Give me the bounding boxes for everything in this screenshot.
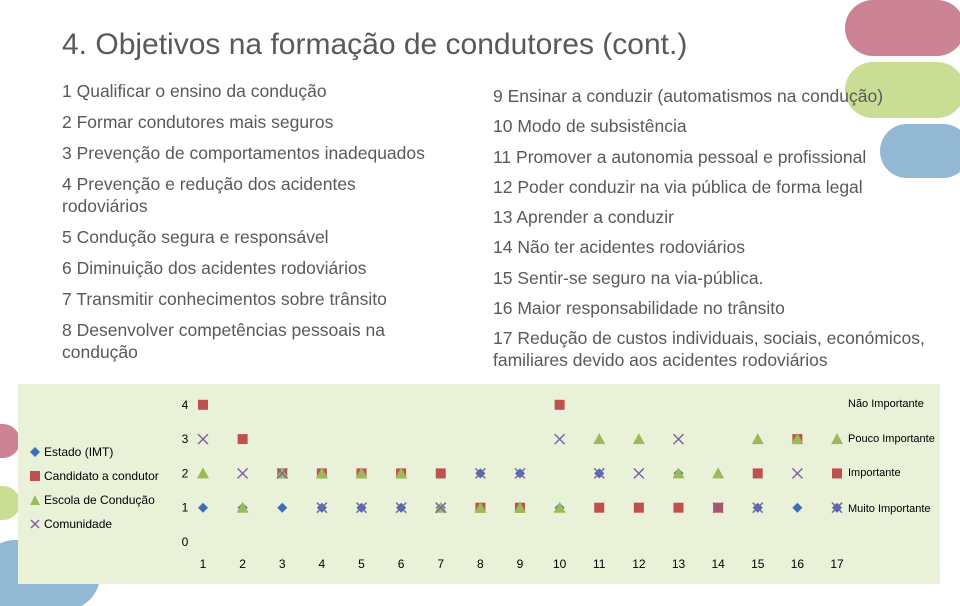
x-tick-label: 16 xyxy=(790,557,805,571)
data-point-triangle xyxy=(712,467,724,478)
x-tick-label: 15 xyxy=(751,557,765,571)
data-point-square xyxy=(674,503,684,513)
x-tick-label: 12 xyxy=(632,557,646,571)
objective-item: 9 Ensinar a conduzir (automatismos na condução) xyxy=(493,86,884,106)
data-point-x xyxy=(674,434,684,444)
data-point-x xyxy=(198,434,208,444)
data-point-square xyxy=(832,468,842,478)
level-label-nao-importante: Não Importante xyxy=(848,398,924,410)
legend-label: Estado (IMT) xyxy=(44,445,114,459)
objective-item: 4 Prevenção e redução dos acidentes rodoviários xyxy=(62,174,356,216)
x-tick-label: 14 xyxy=(711,557,725,571)
objective-item: 5 Condução segura e responsável xyxy=(62,227,329,247)
objective-item: 3 Prevenção de comportamentos inadequados xyxy=(62,143,425,163)
objective-item: 16 Maior responsabilidade no trânsito xyxy=(493,298,785,319)
objective-item: 13 Aprender a conduzir xyxy=(493,207,674,228)
data-point-square xyxy=(238,434,248,444)
data-point-square xyxy=(634,503,644,513)
objective-item: 6 Diminuição dos acidentes rodoviários xyxy=(62,258,367,278)
x-tick-label: 11 xyxy=(593,557,606,571)
x-tick-label: 17 xyxy=(830,557,844,571)
x-tick-label: 13 xyxy=(671,557,686,571)
data-point-x xyxy=(634,468,644,478)
data-point-diamond xyxy=(792,503,802,513)
data-point-triangle xyxy=(831,433,843,444)
objective-item: 15 Sentir-se seguro na via-pública. xyxy=(493,267,764,288)
objective-item: 7 Transmitir conhecimentos sobre trânsito xyxy=(62,289,387,309)
legend-label: Escola de Condução xyxy=(44,493,155,507)
data-point-triangle xyxy=(633,433,645,444)
data-point-triangle xyxy=(752,433,764,444)
x-tick-label: 6 xyxy=(397,557,405,571)
legend-label: Candidato a condutor xyxy=(44,469,159,483)
data-point-square xyxy=(436,468,446,478)
level-label-muito-importante: Muito Importante xyxy=(848,503,931,515)
objective-item: 1 Qualificar o ensino da condução xyxy=(62,81,327,101)
data-point-diamond xyxy=(198,503,208,513)
x-tick-label: 2 xyxy=(239,557,246,571)
level-label-pouco-importante: Pouco Importante xyxy=(848,433,935,445)
y-tick-label: 1 xyxy=(181,500,189,515)
x-tick-label: 3 xyxy=(278,557,286,571)
data-point-x xyxy=(792,468,802,478)
objective-item: 8 Desenvolver competências pessoais na condução xyxy=(62,320,385,362)
legend-label: Comunidade xyxy=(44,517,113,531)
objective-item: 14 Não ter acidentes rodoviários xyxy=(493,237,745,258)
x-tick-label: 5 xyxy=(358,557,365,571)
objective-item: 11 Promover a autonomia pessoal e profissional xyxy=(493,146,867,167)
x-tick-label: 8 xyxy=(477,557,484,571)
objective-item: 17 Redução de custos individuais, sociais, económicos, familiares devido aos acidentes rodoviários xyxy=(493,328,925,371)
objective-item: 12 Poder conduzir na via pública de forma legal xyxy=(493,176,863,197)
data-point-triangle xyxy=(197,467,209,478)
data-point-square xyxy=(198,400,208,410)
objective-item: 2 Formar condutores mais seguros xyxy=(62,112,334,132)
data-point-square xyxy=(753,468,763,478)
data-point-square xyxy=(555,400,565,410)
y-tick-label: 0 xyxy=(181,535,189,549)
x-tick-label: 4 xyxy=(318,557,326,571)
y-tick-label: 2 xyxy=(181,466,189,481)
y-tick-label: 3 xyxy=(181,432,189,447)
data-point-diamond xyxy=(277,503,287,513)
level-label-importante: Importante xyxy=(848,467,901,479)
data-point-x xyxy=(238,468,248,478)
x-tick-label: 10 xyxy=(552,557,567,571)
x-tick-label: 1 xyxy=(199,557,207,571)
page-title: 4. Objetivos na formação de condutores (cont.) xyxy=(62,28,688,61)
y-tick-label: 4 xyxy=(181,397,189,412)
data-point-square xyxy=(594,503,604,513)
x-tick-label: 7 xyxy=(437,557,445,571)
data-point-x xyxy=(555,434,565,444)
x-tick-label: 9 xyxy=(516,557,524,571)
objective-item: 10 Modo de subsistência xyxy=(493,116,687,137)
data-point-triangle xyxy=(593,433,605,444)
